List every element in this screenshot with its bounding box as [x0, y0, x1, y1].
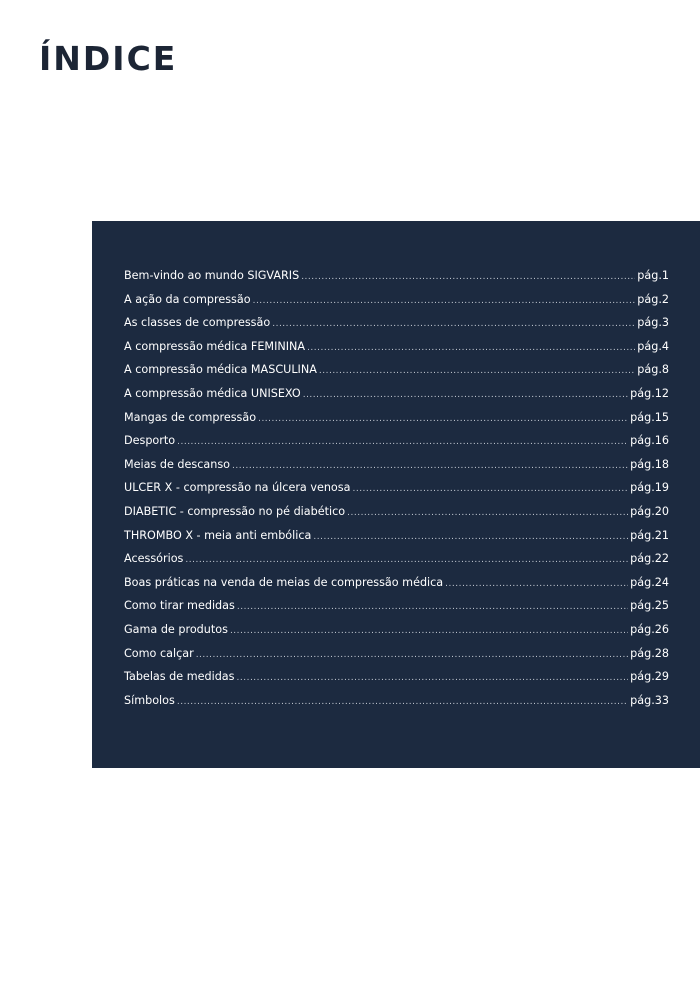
toc-dot-leader	[177, 437, 628, 447]
toc-entry-title: A compressão médica FEMININA	[124, 339, 306, 353]
toc-entry[interactable]	[124, 293, 669, 317]
toc-dot-leader	[253, 296, 636, 306]
toc-entry-title: A compressão médica UNISEXO	[124, 386, 301, 400]
toc-dot-leader	[185, 555, 628, 565]
toc-dot-leader	[313, 532, 628, 542]
toc-entry-title: A ação da compressão	[124, 292, 251, 306]
toc-entry-title: A compressão médica MASCULINA	[124, 363, 317, 377]
toc-entry[interactable]	[124, 694, 669, 718]
toc-dot-leader	[177, 697, 628, 707]
toc-entry-page: pág.2	[637, 292, 669, 306]
toc-entry-page: pág.18	[630, 457, 669, 471]
toc-dot-leader	[352, 484, 628, 494]
toc-entry-page: pág.26	[630, 622, 669, 636]
toc-entry-title: Acessórios	[124, 552, 184, 566]
toc-entry-title: Desporto	[124, 434, 176, 448]
toc-entry[interactable]	[124, 505, 669, 529]
toc-entry-page: pág.29	[630, 670, 669, 684]
toc-entry-page: pág.3	[637, 316, 669, 330]
toc-entry[interactable]	[124, 363, 669, 387]
toc-entry-page: pág.24	[630, 575, 669, 589]
toc-entry[interactable]	[124, 623, 669, 647]
toc-entry-page: pág.28	[630, 646, 669, 660]
toc-entry-title: Mangas de compressão	[124, 410, 257, 424]
toc-entry-title: Tabelas de medidas	[124, 670, 235, 684]
toc-entry-page: pág.20	[630, 504, 669, 518]
toc-entry[interactable]	[124, 458, 669, 482]
toc-entry[interactable]	[124, 316, 669, 340]
toc-entry-title: Símbolos	[124, 693, 175, 707]
toc-entry-title: Meias de descanso	[124, 457, 231, 471]
toc-dot-leader	[196, 650, 628, 660]
toc-entry[interactable]	[124, 434, 669, 458]
toc-entry[interactable]	[124, 340, 669, 364]
toc-entry-page: pág.4	[637, 339, 669, 353]
toc-dot-leader	[301, 272, 635, 282]
toc-entry-page: pág.25	[630, 599, 669, 613]
toc-dot-leader	[303, 390, 628, 400]
toc-entry-page: pág.1	[637, 269, 669, 282]
toc-entry[interactable]	[124, 576, 669, 600]
toc-entry-title: As classes de compressão	[124, 316, 271, 330]
toc-dot-leader	[258, 414, 628, 424]
toc-dot-leader	[237, 602, 628, 612]
toc-entry-page: pág.33	[630, 693, 669, 707]
toc-entry-page: pág.16	[630, 434, 669, 448]
toc-entry-title: DIABETIC - compressão no pé diabético	[124, 504, 346, 518]
toc-entry-title: Como calçar	[124, 646, 194, 660]
toc-entry-title: Bem-vindo ao mundo SIGVARIS	[124, 269, 300, 282]
toc-entry[interactable]	[124, 387, 669, 411]
toc-entry[interactable]	[124, 529, 669, 553]
toc-entry-page: pág.22	[630, 552, 669, 566]
toc-entry-page: pág.19	[630, 481, 669, 495]
page-title: ÍNDICE	[39, 39, 178, 78]
toc-entry-page: pág.12	[630, 386, 669, 400]
toc-dot-leader	[232, 461, 628, 471]
toc-entry-page: pág.21	[630, 528, 669, 542]
toc-entry-title: THROMBO X - meia anti embólica	[124, 528, 312, 542]
toc-dot-leader	[319, 366, 635, 376]
toc-entry-page: pág.8	[637, 363, 669, 377]
toc-list	[124, 269, 669, 717]
toc-dot-leader	[307, 343, 635, 353]
toc-dot-leader	[445, 579, 628, 589]
toc-dot-leader	[237, 673, 629, 683]
toc-entry[interactable]	[124, 552, 669, 576]
toc-entry-title: Gama de produtos	[124, 622, 228, 636]
toc-entry-title: ULCER X - compressão na úlcera venosa	[124, 481, 351, 495]
toc-entry-title: Como tirar medidas	[124, 599, 235, 613]
toc-entry[interactable]	[124, 481, 669, 505]
toc-entry[interactable]	[124, 269, 669, 293]
toc-entry[interactable]	[124, 599, 669, 623]
toc-entry-page: pág.15	[630, 410, 669, 424]
toc-entry[interactable]	[124, 647, 669, 671]
toc-entry[interactable]	[124, 411, 669, 435]
toc-entry-title: Boas práticas na venda de meias de compressão médica	[124, 575, 444, 589]
toc-entry[interactable]	[124, 670, 669, 694]
toc-panel	[92, 221, 700, 768]
toc-dot-leader	[272, 319, 635, 329]
toc-dot-leader	[347, 508, 628, 518]
toc-dot-leader	[230, 626, 628, 636]
